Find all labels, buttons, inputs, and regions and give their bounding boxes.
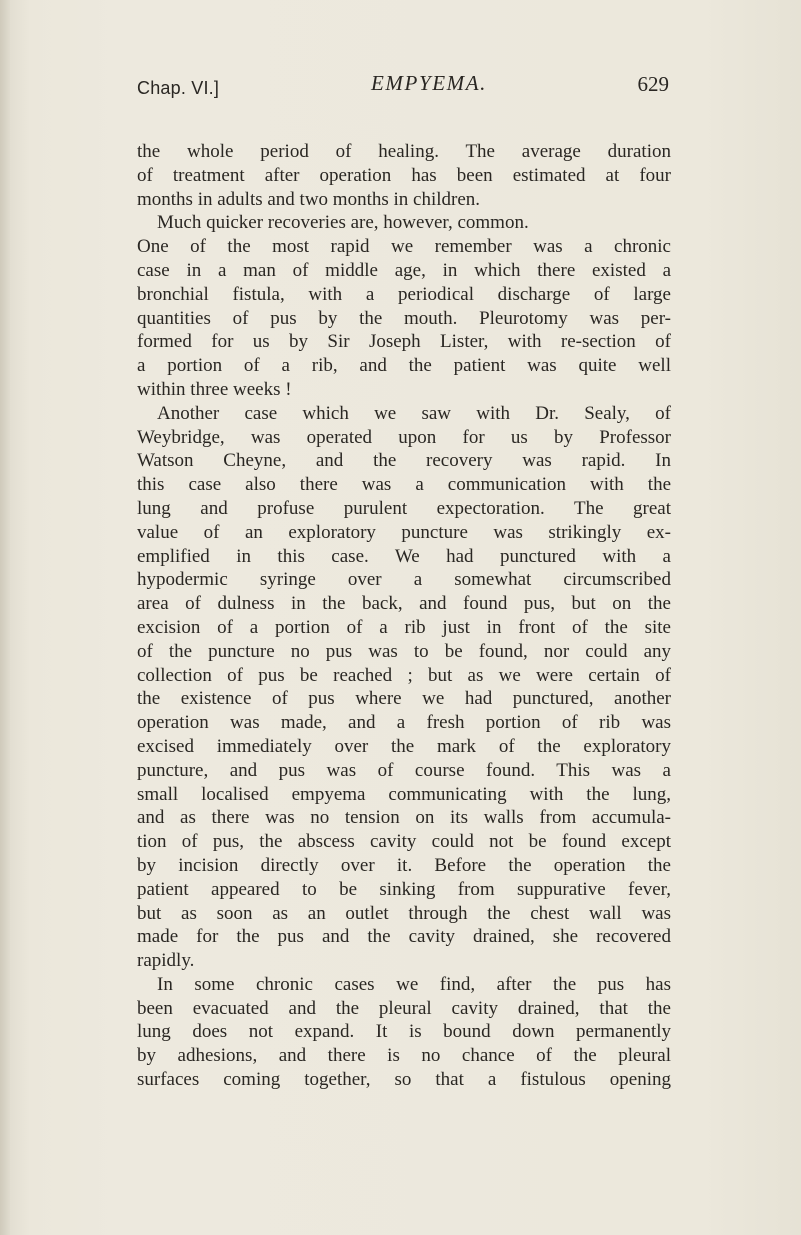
text-line: hypodermic syringe over a somewhat circumscribed [137,569,671,591]
text-line: Weybridge, was operated upon for us by Professor [137,426,671,448]
text-line: the existence of pus where we had punctured, another [137,688,671,710]
text-line: In some chronic cases we find, after the pus has [157,973,671,995]
text-line: One of the most rapid we remember was a chronic [137,236,671,258]
text-line: formed for us by Sir Joseph Lister, with re-section of [137,331,671,353]
text-line: been evacuated and the pleural cavity drained, that the [137,997,671,1019]
text-line: patient appeared to be sinking from suppurative fever, [137,878,671,900]
text-line: but as soon as an outlet through the chest wall was [137,902,671,924]
text-line: Much quicker recoveries are, however, common. [157,212,529,234]
text-line: by adhesions, and there is no chance of the pleural [137,1045,671,1067]
text-line: bronchial fistula, with a periodical discharge of large [137,283,671,305]
text-line: puncture, and pus was of course found. This was a [137,759,671,781]
text-line: tion of pus, the abscess cavity could not be found except [137,831,671,853]
text-line: lung and profuse purulent expectoration. The great [137,497,671,519]
text-line: and as there was no tension on its walls from accumula- [137,807,671,829]
text-line: quantities of pus by the mouth. Pleurotomy was per- [137,307,671,329]
text-line: operation was made, and a fresh portion of rib was [137,712,671,734]
running-title: EMPYEMA. [371,71,488,95]
text-line: case in a man of middle age, in which there existed a [137,259,671,281]
text-line: collection of pus be reached ; but as we were certain of [137,664,671,686]
text-line: of the puncture no pus was to be found, nor could any [137,640,671,662]
text-line: small localised empyema communicating with the lung, [137,783,671,805]
chapter-label: Chap. VI.] [137,78,220,98]
text-line: Watson Cheyne, and the recovery was rapid. In [137,450,671,472]
page-binding-edge [0,0,10,1235]
text-line: surfaces coming together, so that a fistulous opening [137,1069,671,1091]
text-line: the whole period of healing. The average duration [137,141,671,162]
body-text [137,140,671,1092]
text-line: within three weeks ! [137,378,292,400]
text-line: area of dulness in the back, and found pus, but on the [137,593,671,615]
text-line: lung does not expand. It is bound down permanently [137,1021,671,1043]
text-line: Another case which we saw with Dr. Sealy, of [157,402,671,424]
text-line: excised immediately over the mark of the exploratory [137,735,671,757]
text-line: rapidly. [137,950,195,972]
text-line: made for the pus and the cavity drained, she recovered [137,926,671,948]
text-line: by incision directly over it. Before the operation the [137,854,671,876]
text-line: a portion of a rib, and the patient was quite well [137,355,671,377]
page-header [137,68,669,104]
text-line: value of an exploratory puncture was strikingly ex- [137,521,671,543]
text-line: months in adults and two months in children. [137,188,481,210]
text-line: this case also there was a communication with the [137,474,671,496]
text-line: emplified in this case. We had punctured with a [137,545,671,567]
text-line: excision of a portion of a rib just in front of the site [137,616,671,638]
text-line: of treatment after operation has been estimated at four [137,164,671,186]
page-number: 629 [637,72,669,96]
